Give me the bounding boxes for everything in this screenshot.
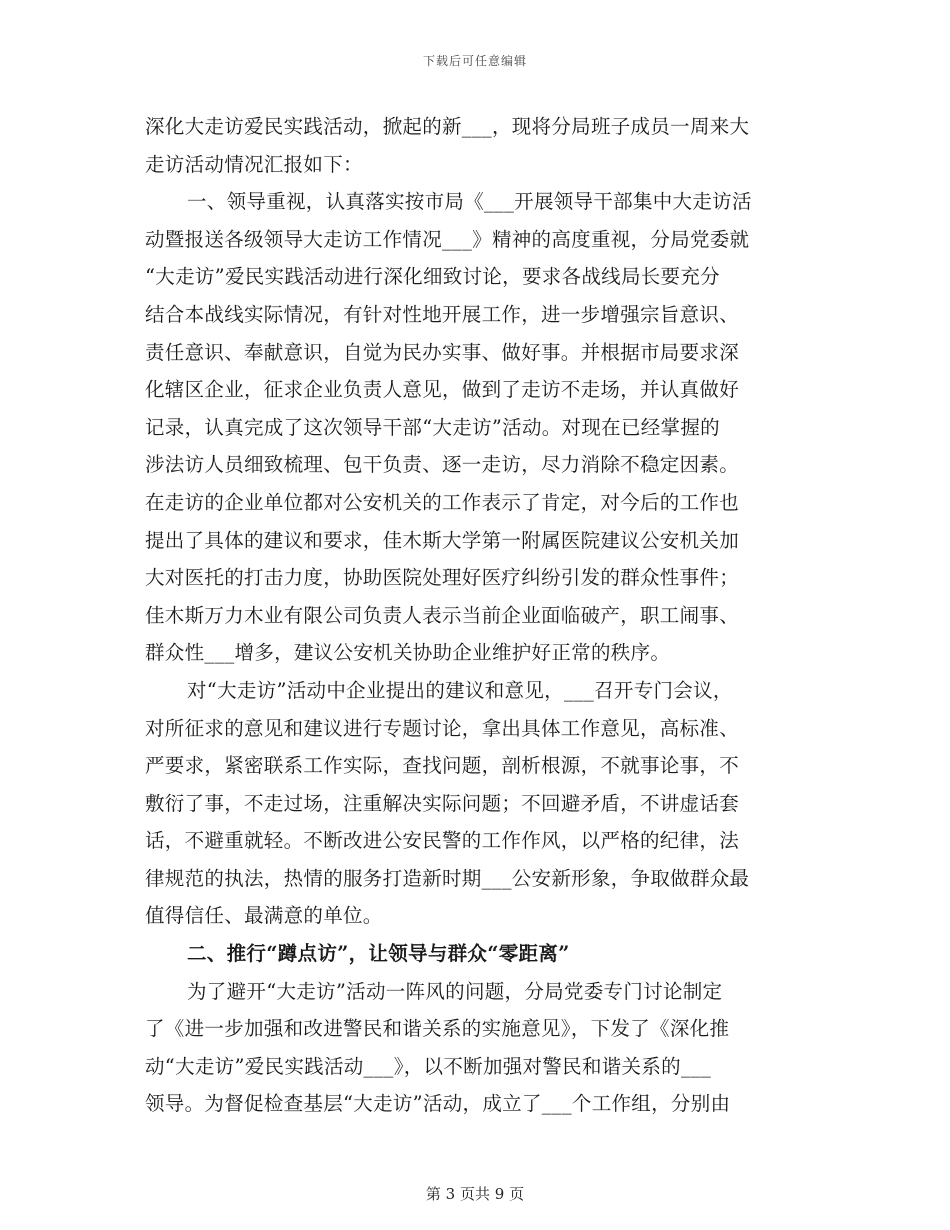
- text-line: 深化大走访爱民实践活动，掀起的新___，现将分局班子成员一周来大: [145, 115, 750, 138]
- text-line: 值得信任、最满意的单位。: [145, 904, 383, 928]
- text-line: 动“大走访”爱民实践活动___》，以不断加强对警民和谐关系的___: [145, 1054, 712, 1078]
- text-line: 对所征求的意见和建议进行专题讨论，拿出具体工作意见，高标准、: [145, 716, 740, 740]
- text-line: 责任意识、奉献意识，自觉为民办实事、做好事。并根据市局要求深: [145, 340, 740, 364]
- text-line: 化辖区企业，征求企业负责人意见，做到了走访不走场，并认真做好: [145, 378, 740, 402]
- section-heading: 二、推行“蹲点访”，让领导与群众“零距离”: [187, 942, 570, 966]
- text-line: 对“大走访”活动中企业提出的建议和意见，___召开专门会议，: [187, 678, 733, 702]
- text-line: 严要求，紧密联系工作实际，查找问题，剖析根源，不就事论事，不: [145, 754, 740, 778]
- text-line: 为了避开“大走访”活动一阵风的问题，分局党委专门讨论制定: [187, 979, 723, 1003]
- text-line: 敷衍了事，不走过场，注重解决实际问题；不回避矛盾，不讲虚话套: [145, 791, 740, 815]
- page-footer: 第 3 页共 9 页: [425, 1185, 525, 1203]
- text-line: 在走访的企业单位都对公安机关的工作表示了肯定，对今后的工作也: [145, 490, 740, 514]
- document-body: [145, 108, 805, 1123]
- text-line: 群众性___增多，建议公安机关协助企业维护好正常的秩序。: [145, 641, 671, 665]
- text-line: 走访活动情况汇报如下：: [145, 152, 363, 176]
- text-line: “大走访”爱民实践活动进行深化细致讨论，要求各战线局长要充分: [145, 265, 720, 289]
- text-line: 了《进一步加强和改进警民和谐关系的实施意见》，下发了《深化推: [145, 1017, 730, 1041]
- text-line: 动暨报送各级领导大走访工作情况___》精神的高度重视，分局党委就: [145, 227, 750, 251]
- text-line: 提出了具体的建议和要求，佳木斯大学第一附属医院建议公安机关加: [145, 528, 740, 552]
- text-line: 涉法访人员细致梳理、包干负责、逐一走访，尽力消除不稳定因素。: [145, 453, 740, 477]
- text-line: 大对医托的打击力度，协助医院处理好医疗纠纷引发的群众性事件；: [145, 566, 740, 590]
- text-line: 佳木斯万力木业有限公司负责人表示当前企业面临破产，职工闹事、: [145, 603, 740, 627]
- text-line: 结合本战线实际情况，有针对性地开展工作，进一步增强宗旨意识、: [145, 302, 740, 326]
- page-header: 下载后可任意编辑: [422, 54, 527, 68]
- text-line: 话，不避重就轻。不断改进公安民警的工作作风，以严格的纪律，法: [145, 829, 740, 853]
- text-line: 记录，认真完成了这次领导干部“大走访”活动。对现在已经掌握的: [145, 415, 720, 439]
- text-line: 一、领导重视，认真落实按市局《___开展领导干部集中大走访活: [187, 190, 752, 214]
- text-line: 领导。为督促检查基层“大走访”活动，成立了___个工作组，分别由: [145, 1092, 731, 1116]
- text-line: 律规范的执法，热情的服务打造新时期___公安新形象，争取做群众最: [145, 866, 750, 890]
